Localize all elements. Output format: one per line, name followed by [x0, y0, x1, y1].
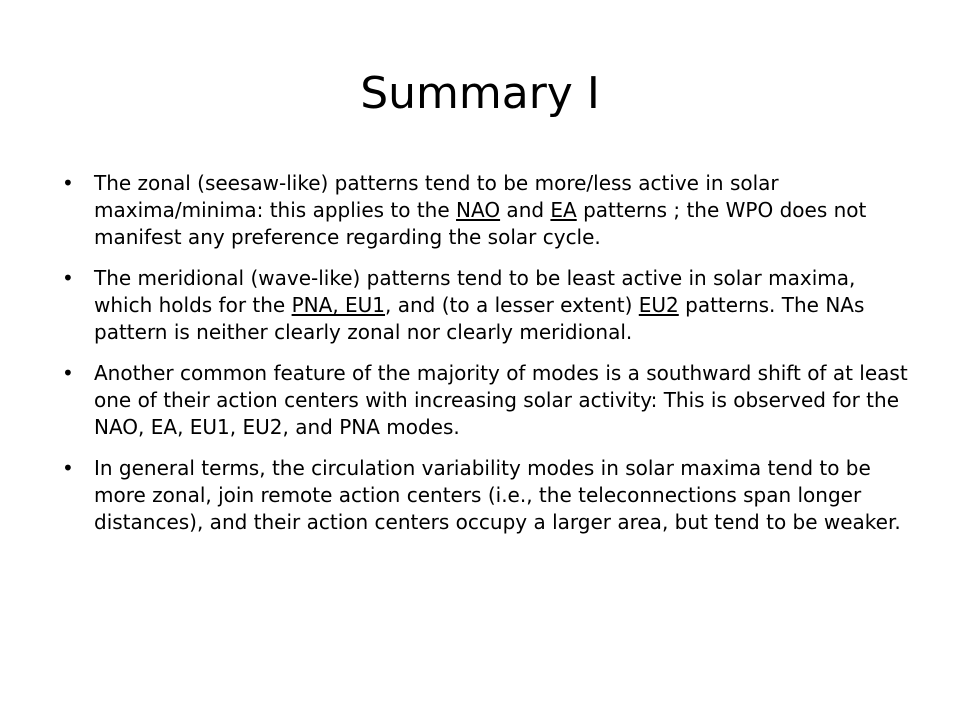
bullet-text-segment: and: [500, 198, 551, 222]
bullet-list: [64, 170, 909, 550]
bullet-item-2: [64, 265, 909, 346]
underlined-term-nao: NAO: [456, 198, 501, 222]
bullet-item-1: [64, 170, 909, 251]
underlined-term-ea: EA: [550, 198, 577, 222]
bullet-dot-icon: •: [62, 171, 74, 195]
bullet-text-segment: patterns. The NAs pattern is neither clearly zonal nor clearly meridional.: [94, 293, 865, 344]
bullet-text: [94, 171, 866, 249]
bullet-text-segment: patterns ; the WPO does not manifest any preference regarding the solar cycle.: [94, 198, 867, 249]
bullet-dot-icon: •: [62, 266, 74, 290]
bullet-text: In general terms, the circulation variability modes in solar maxima tend to be more zonal, join remote action centers (i.e., the teleconnections span longer distances), and their action centers occupy a larger area, but tend to be weaker.: [94, 456, 901, 534]
bullet-text: [94, 266, 864, 344]
underlined-term-eu2: EU2: [638, 293, 679, 317]
bullet-text-segment: The meridional (wave-like) patterns tend to be least active in solar maxima, which holds for the: [94, 266, 856, 317]
bullet-text: Another common feature of the majority of modes is a southward shift of at least one of their action centers with increasing solar activity: This is observed for the NAO, EA, EU1, EU2, and PNA modes.: [94, 361, 908, 439]
bullet-item-4: [64, 455, 909, 536]
bullet-text-segment: , and (to a lesser extent): [385, 293, 639, 317]
bullet-dot-icon: •: [62, 456, 74, 480]
underlined-term-pna-eu1: PNA, EU1: [291, 293, 386, 317]
bullet-text-segment: The zonal (seesaw-like) patterns tend to be more/less active in solar maxima/minima: this applies to the: [94, 171, 779, 222]
bullet-item-3: [64, 360, 909, 441]
bullet-dot-icon: •: [62, 361, 74, 385]
slide-title: Summary I: [360, 68, 600, 119]
